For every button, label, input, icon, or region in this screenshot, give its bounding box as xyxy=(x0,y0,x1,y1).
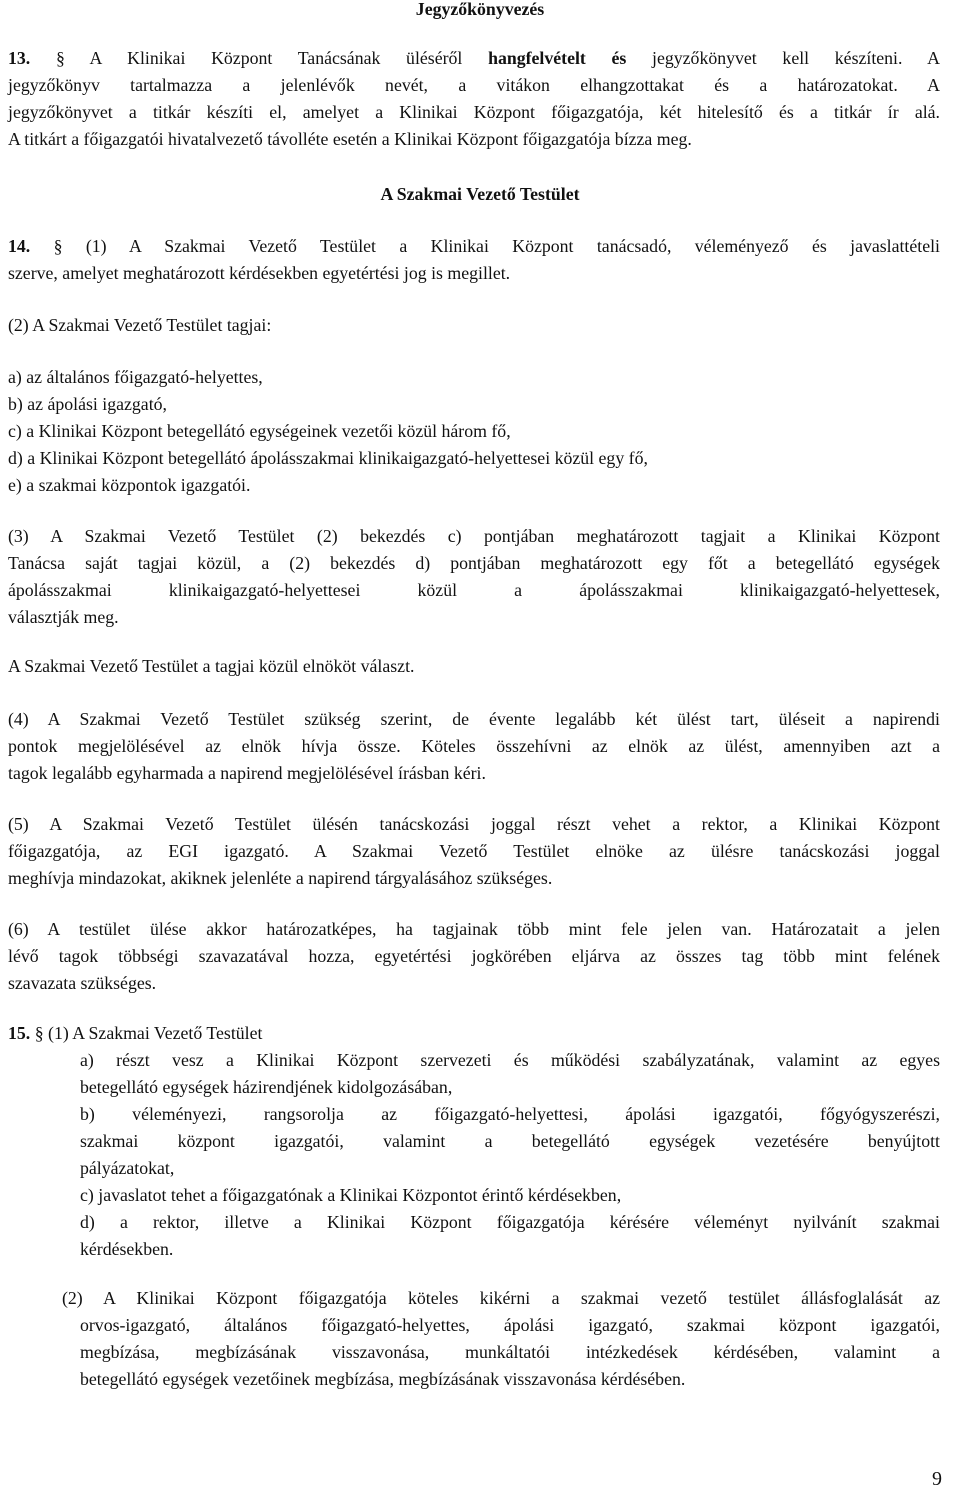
p15-s2-line-4: betegellátó egységek vezetőinek megbízása, megbízásának visszavonása kérdésében. xyxy=(80,1369,686,1389)
p15-item-a-line-1: a) részt vesz a Klinikai Központ szervezeti és működési szabályzatának, valamint az egyes xyxy=(80,1050,940,1070)
p14-member-c: c) a Klinikai Központ betegellátó egységeinek vezetői közül három fő, xyxy=(8,421,511,441)
p14-s3-chair: A Szakmai Vezető Testület a tagjai közül elnököt választ. xyxy=(8,656,415,676)
p15-s2-line-1: (2) A Klinikai Központ főigazgatója köteles kikérni a szakmai vezető testület állásfoglalását az xyxy=(62,1288,940,1308)
p14-s5-line-3: meghívja mindazokat, akiknek jelenléte a napirend tárgyalásához szükséges. xyxy=(8,868,553,888)
p14-member-b: b) az ápolási igazgató, xyxy=(8,394,167,414)
p14-text-1: (1) A Szakmai Vezető Testület a Klinikai Központ tanácsadó, véleményező és javaslattételi xyxy=(85,236,940,256)
p15-item-a-line-2: betegellátó egységek házirendjének kidolgozásában, xyxy=(80,1077,453,1097)
p15-item-b-line-2: szakmai központ igazgatói, valamint a betegellátó egységek vezetésére benyújtott xyxy=(80,1131,940,1151)
p13-text-1b: hangfelvételt és xyxy=(488,48,627,68)
page-number: 9 xyxy=(932,1468,942,1490)
p15-number: 15. xyxy=(8,1023,31,1043)
p14-s3-line-3: ápolásszakmai klinikaigazgató-helyettesei közül a ápolásszakmai klinikaigazgató-helyettesek, xyxy=(8,580,940,600)
p14-section-sign: § xyxy=(53,236,63,256)
p15-line-1 xyxy=(8,1020,262,1047)
p13-number: 13. xyxy=(8,48,31,68)
p13-text-1a: A Klinikai Központ Tanácsának üléséről xyxy=(89,48,463,68)
p13-line-1 xyxy=(8,45,940,72)
p13-line-2: jegyzőkönyv tartalmazza a jelenlévők nevét, a vitákon elhangzottakat és a határozatokat. A xyxy=(8,75,940,95)
p14-member-e: e) a szakmai központok igazgatói. xyxy=(8,475,251,495)
p14-s6-line-3: szavazata szükséges. xyxy=(8,973,157,993)
p15-item-b-line-1: b) véleményezi, rangsorolja az főigazgató-helyettesi, ápolási igazgatói, főgyógyszerészi, xyxy=(80,1104,940,1124)
p14-line-1 xyxy=(8,233,940,260)
p15-text-1: (1) A Szakmai Vezető Testület xyxy=(48,1023,263,1043)
p14-s4-line-2: pontok megjelölésével az elnök hívja össze. Köteles összehívni az elnök az ülést, amennyiben azt a xyxy=(8,736,940,756)
p14-s6-line-1: (6) A testület ülése akkor határozatképes, ha tagjainak több mint fele jelen van. Határozatait a jelen xyxy=(8,919,940,939)
p14-s3-line-1: (3) A Szakmai Vezető Testület (2) bekezdés c) pontjában meghatározott tagjait a Klinikai Központ xyxy=(8,526,940,546)
heading-minutes: Jegyzőkönyvezés xyxy=(415,0,545,19)
p15-item-d-line-1: d) a rektor, illetve a Klinikai Központ főigazgatója kérésére véleményt nyilvánít szakmai xyxy=(80,1212,940,1232)
p15-section-sign: § xyxy=(34,1023,44,1043)
p15-item-c: c) javaslatot tehet a főigazgatónak a Klinikai Központot érintő kérdésekben, xyxy=(80,1185,622,1205)
p14-s5-line-2: főigazgatója, az EGI igazgató. A Szakmai Vezető Testület elnöke az ülésre tanácskozási joggal xyxy=(8,841,940,861)
p15-item-b-line-3: pályázatokat, xyxy=(80,1158,175,1178)
p14-s4-line-3: tagok legalább egyharmada a napirend megjelölésével írásban kéri. xyxy=(8,763,486,783)
p15-s2-line-3: megbízása, megbízásának visszavonása, munkáltatói intézkedések kérdésében, valamint a xyxy=(80,1342,940,1362)
p14-member-d: d) a Klinikai Központ betegellátó ápolásszakmai klinikaigazgató-helyettesei közül egy fő, xyxy=(8,448,648,468)
p13-line-4: A titkárt a főigazgatói hivatalvezető távolléte esetén a Klinikai Központ főigazgatója bízza meg. xyxy=(8,129,692,149)
p14-s6-line-2: lévő tagok többségi szavazatával hozza, egyetértési jogkörében eljárva az összes tag több mint felének xyxy=(8,946,940,966)
p14-member-a: a) az általános főigazgató-helyettes, xyxy=(8,367,263,387)
p13-section-sign: § xyxy=(55,48,65,68)
p15-s2-line-2: orvos-igazgató, általános főigazgató-helyettes, ápolási igazgató, szakmai központ igazgatói, xyxy=(80,1315,940,1335)
p14-s4-line-1: (4) A Szakmai Vezető Testület szükség szerint, de évente legalább két ülést tart, üléseit a napirendi xyxy=(8,709,940,729)
p14-s3-line-4: választják meg. xyxy=(8,607,119,627)
heading-board: A Szakmai Vezető Testület xyxy=(380,184,580,204)
p14-s3-line-2: Tanácsa saját tagjai közül, a (2) bekezdés d) pontjában meghatározott egy főt a betegellátó egységek xyxy=(8,553,940,573)
p14-s2-intro: (2) A Szakmai Vezető Testület tagjai: xyxy=(8,315,272,335)
p14-s5-line-1: (5) A Szakmai Vezető Testület ülésén tanácskozási joggal részt vehet a rektor, a Klinikai Központ xyxy=(8,814,940,834)
p14-number: 14. xyxy=(8,236,31,256)
p15-item-d-line-2: kérdésekben. xyxy=(80,1239,174,1259)
p14-line-2: szerve, amelyet meghatározott kérdésekben egyetértési jog is megillet. xyxy=(8,263,511,283)
p13-text-1c: jegyzőkönyvet kell készíteni. A xyxy=(652,48,940,68)
p13-line-3: jegyzőkönyvet a titkár készíti el, amelyet a Klinikai Központ főigazgatója, két hitelesítő és a titkár ír alá. xyxy=(8,102,940,122)
